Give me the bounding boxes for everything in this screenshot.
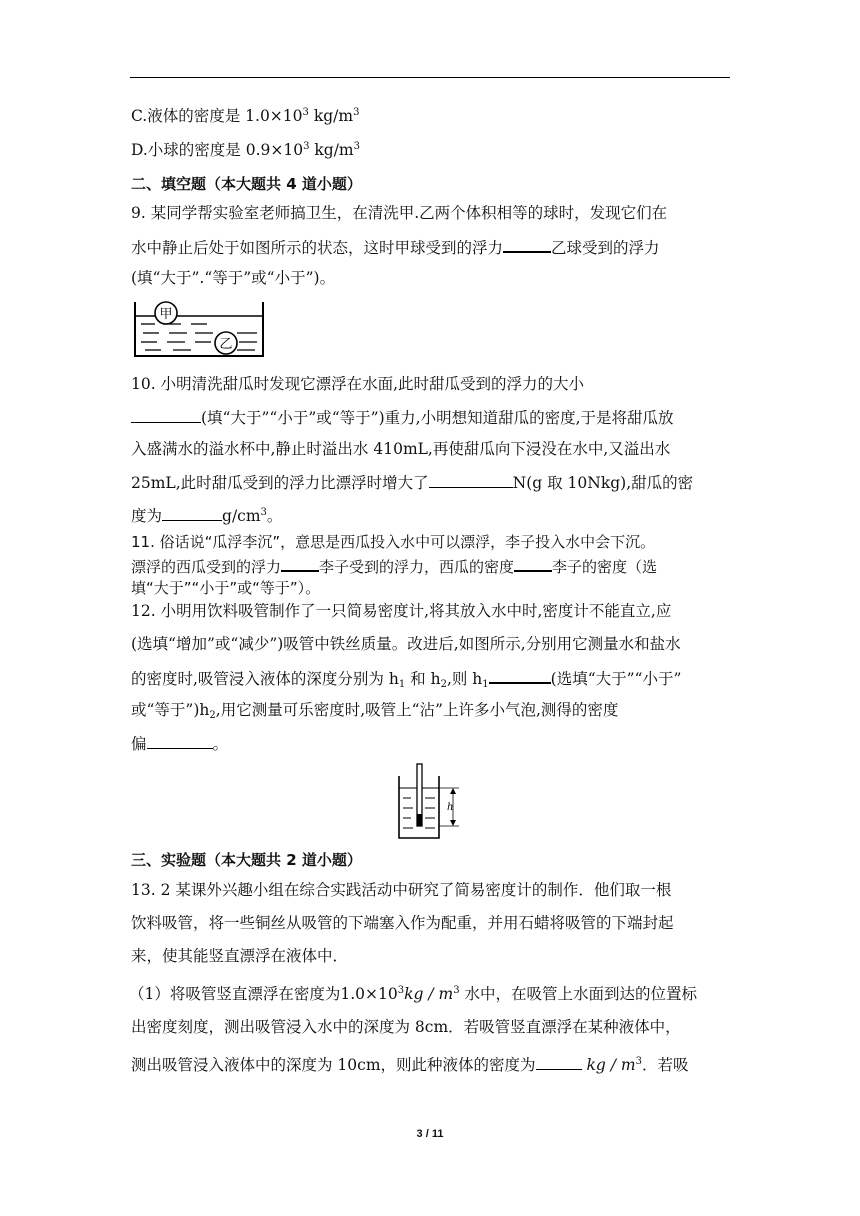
q13-line4: （1）将吸管竖直漂浮在密度为$1.0\times 10^3kg / m^3$ 水中，在吸管上水面到达的位置标 xyxy=(129,985,698,1003)
q12-line3: 的密度时,吸管浸入液体的深度分别为 $h_1$ 和 $h_2$,则 $h_1$ (选填“大于”“小于” xyxy=(131,667,681,689)
q12-blank1[interactable] xyxy=(489,667,551,684)
q9-answer-blank[interactable] xyxy=(503,236,551,253)
option-d: D.小球的密度是 $0.9\times 10^3$ $kg/m^3$ xyxy=(131,141,361,159)
section-heading-experiment: 三、实验题（本大题共 2 道小题） xyxy=(131,851,362,869)
q9-line1: 9. 某同学帮实验室老师搞卫生，在清洗甲.乙两个体积相等的球时，发现它们在 xyxy=(131,204,668,222)
q12-line5: 偏 。 xyxy=(131,735,229,753)
depth-h-label: h xyxy=(447,802,454,813)
q12-blank2[interactable] xyxy=(147,733,213,749)
ball-a-label: 甲 xyxy=(159,307,173,322)
q13-line5: 出密度刻度，测出吸管浸入水中的深度为 8cm．若吸管竖直漂浮在某种液体中， xyxy=(131,1018,681,1036)
q12-densimeter-figure xyxy=(395,762,465,842)
q11-line2: 漂浮的西瓜受到的浮力 李子受到的浮力，西瓜的密度 李子的密度（选 xyxy=(131,555,657,577)
q10-line1: 10. 小明清洗甜瓜时发现它漂浮在水面,此时甜瓜受到的浮力的大小 xyxy=(131,375,585,393)
q12-line2: (选填“增加”或“减少”)吸管中铁丝质量。改进后,如图所示,分别用它测量水和盐水 xyxy=(131,635,681,653)
page-number: 3 / 11 xyxy=(416,1128,444,1140)
q12-line4: 或“等于$”)h_2$,用它测量可乐密度时,吸管上“沾”上许多小气泡,测得的密度 xyxy=(131,701,619,721)
ball-b-label: 乙 xyxy=(219,337,233,352)
q10-blank3[interactable] xyxy=(162,505,222,521)
q12-line1: 12. 小明用饮料吸管制作了一只简易密度计,将其放入水中时,密度计不能直立,应 xyxy=(131,602,672,620)
q13-line3: 来，使其能竖直漂浮在液体中． xyxy=(131,947,349,965)
q13-line6: 测出吸管浸入液体中的深度为 10cm，则此种液体的密度为 kg / $m^3$．若吸 xyxy=(131,1056,689,1074)
q13-blank1[interactable] xyxy=(536,1054,582,1070)
section-heading-fill-in: 二、填空题（本大题共 4 道小题） xyxy=(131,175,362,193)
q13-line2: 饮料吸管，将一些铜丝从吸管的下端塞入作为配重，并用石蜡将吸管的下端封起 xyxy=(131,914,674,932)
q10-line2: (填“大于”“小于”或“等于”)重力,小明想知道甜瓜的密度,于是将甜瓜放 xyxy=(131,407,674,428)
q11-line1: 11. 俗话说“瓜浮李沉”，意思是西瓜投入水中可以漂浮，李子投入水中会下沉。 xyxy=(131,533,656,551)
q10-blank1[interactable] xyxy=(131,407,201,423)
q11-blank2[interactable] xyxy=(514,555,552,572)
q10-blank2[interactable] xyxy=(429,472,513,488)
option-c: C.液体的密度是 $1.0\times 10^3$ $kg/m^3$ xyxy=(131,107,360,125)
header-rule xyxy=(130,77,730,78)
q10-line4: 25mL,此时甜瓜受到的浮力比漂浮时增大了 N(g 取 10Nkg),甜瓜的密 xyxy=(131,474,694,492)
q11-blank1[interactable] xyxy=(281,555,319,572)
q11-line3: 填“大于”“小于”或“等于”）。 xyxy=(131,579,321,597)
q10-line3: 入盛满水的溢水杯中,静止时溢出水 410mL,再使甜瓜向下浸没在水中,又溢出水 xyxy=(131,440,671,458)
q10-line5: 度为 $g/cm^3$。 xyxy=(131,507,283,525)
q9-line2: 水中静止后处于如图所示的状态，这时甲球受到的浮力 乙球受到的浮力 xyxy=(131,236,660,258)
q9-line3: (填“大于”.“等于”或“小于”)。 xyxy=(131,269,336,287)
q13-line1: 13. 2 某课外兴趣小组在综合实践活动中研究了简易密度计的制作．他们取一根 xyxy=(131,881,672,899)
q9-beaker-figure xyxy=(133,300,265,358)
